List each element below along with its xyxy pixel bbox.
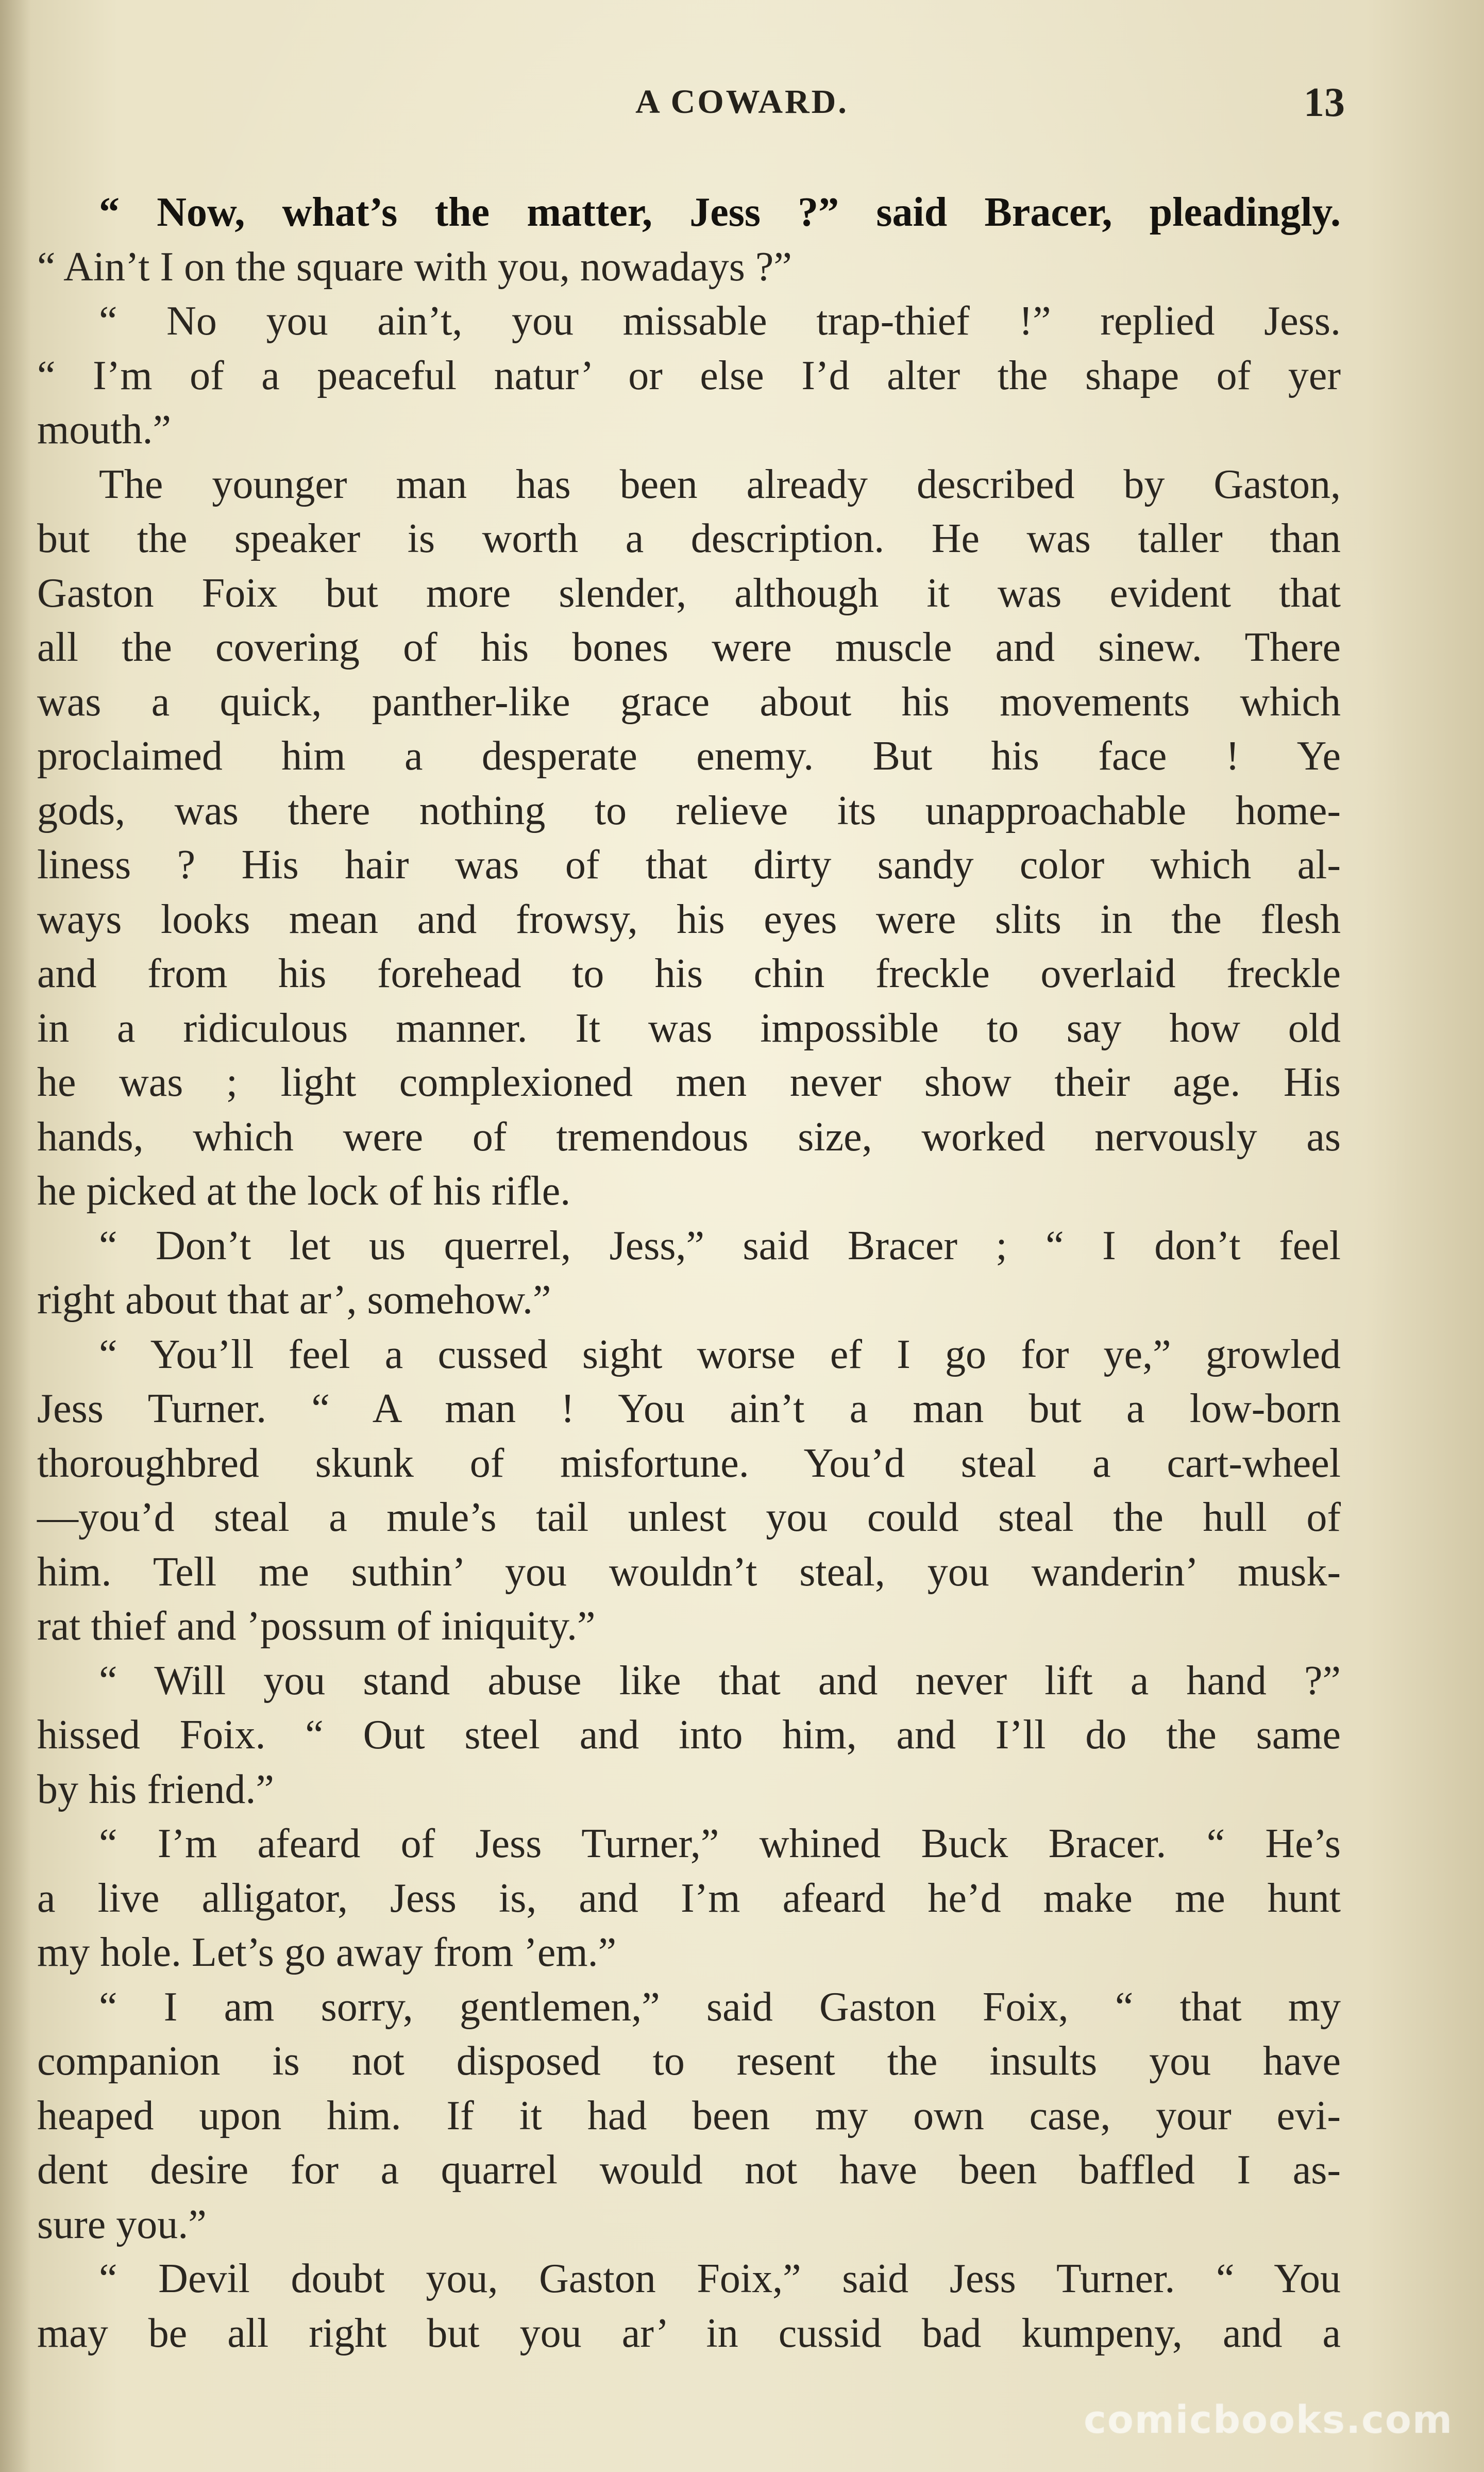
text-line: proclaimed him a desperate enemy. But his face ! Ye <box>37 733 1341 779</box>
text-line: him. Tell me suthin’ you wouldn’t steal, you wanderin’ musk- <box>37 1549 1341 1595</box>
text-line: hissed Foix. “ Out steel and into him, and I’ll do the same <box>37 1712 1341 1758</box>
text-line: Gaston Foix but more slender, although it was evident that <box>37 570 1341 616</box>
text-line: but the speaker is worth a description. He was taller than <box>37 516 1341 561</box>
text-line: “ You’ll feel a cussed sight worse ef I go for ye,” growled <box>99 1331 1341 1377</box>
text-line: “ Ain’t I on the square with you, nowadays ?” <box>37 244 792 290</box>
text-line: right about that ar’, somehow.” <box>37 1277 551 1323</box>
text-line: he picked at the lock of his rifle. <box>37 1168 571 1214</box>
text-line: Jess Turner. “ A man ! You ain’t a man but a low-born <box>37 1386 1341 1431</box>
text-line: “ I’m afeard of Jess Turner,” whined Buck Bracer. “ He’s <box>99 1821 1341 1866</box>
text-line: rat thief and ’possum of iniquity.” <box>37 1604 596 1649</box>
text-line: companion is not disposed to resent the insults you have <box>37 2039 1341 2084</box>
text-line: may be all right but you ar’ in cussid bad kumpeny, and a <box>37 2310 1341 2356</box>
text-line: by his friend.” <box>37 1766 274 1812</box>
text-line: thoroughbred skunk of misfortune. You’d steal a cart-wheel <box>37 1440 1341 1486</box>
text-line: sure you.” <box>37 2201 207 2247</box>
text-line: The younger man has been already described by Gaston, <box>99 461 1341 507</box>
text-line: ways looks mean and frowsy, his eyes were slits in the flesh <box>37 896 1341 942</box>
text-line: “ Devil doubt you, Gaston Foix,” said Jess Turner. “ You <box>99 2256 1341 2301</box>
text-line: a live alligator, Jess is, and I’m afeard he’d make me hunt <box>37 1875 1341 1921</box>
running-title: A COWARD. <box>635 83 849 121</box>
text-line: all the covering of his bones were muscle and sinew. There <box>37 625 1341 670</box>
text-line: heaped upon him. If it had been my own case, your evi- <box>37 2093 1341 2139</box>
text-line: he was ; light complexioned men never show their age. His <box>37 1060 1341 1105</box>
text-line: dent desire for a quarrel would not have been baffled I as- <box>37 2147 1341 2193</box>
site-watermark: comicbooks.com <box>1084 2398 1453 2442</box>
text-line: “ Now, what’s the matter, Jess ?” said Bracer, pleadingly. <box>99 190 1341 235</box>
text-line: and from his forehead to his chin freckle overlaid freckle <box>37 951 1341 996</box>
text-line: in a ridiculous manner. It was impossible to say how old <box>37 1005 1341 1051</box>
text-line: hands, which were of tremendous size, worked nervously as <box>37 1114 1341 1160</box>
binding-shadow <box>0 0 31 2472</box>
page-header <box>0 82 1484 139</box>
body-text <box>37 186 1341 2361</box>
text-line: was a quick, panther-like grace about his movements which <box>37 679 1341 725</box>
text-line: my hole. Let’s go away from ’em.” <box>37 1930 617 1975</box>
text-line: “ Don’t let us querrel, Jess,” said Bracer ; “ I don’t feel <box>99 1223 1341 1268</box>
text-line: “ I’m of a peaceful natur’ or else I’d alter the shape of yer <box>37 353 1341 398</box>
text-line: —you’d steal a mule’s tail unlest you could steal the hull of <box>37 1495 1341 1540</box>
text-line: liness ? His hair was of that dirty sandy color which al- <box>37 842 1341 888</box>
text-line: “ Will you stand abuse like that and never lift a hand ?” <box>99 1658 1341 1703</box>
text-line: “ No you ain’t, you missable trap-thief !” replied Jess. <box>99 298 1341 344</box>
text-line: mouth.” <box>37 407 171 453</box>
text-line: gods, was there nothing to relieve its unapproachable home- <box>37 788 1341 833</box>
page-number: 13 <box>1304 80 1345 125</box>
text-line: “ I am sorry, gentlemen,” said Gaston Foix, “ that my <box>99 1984 1341 2030</box>
